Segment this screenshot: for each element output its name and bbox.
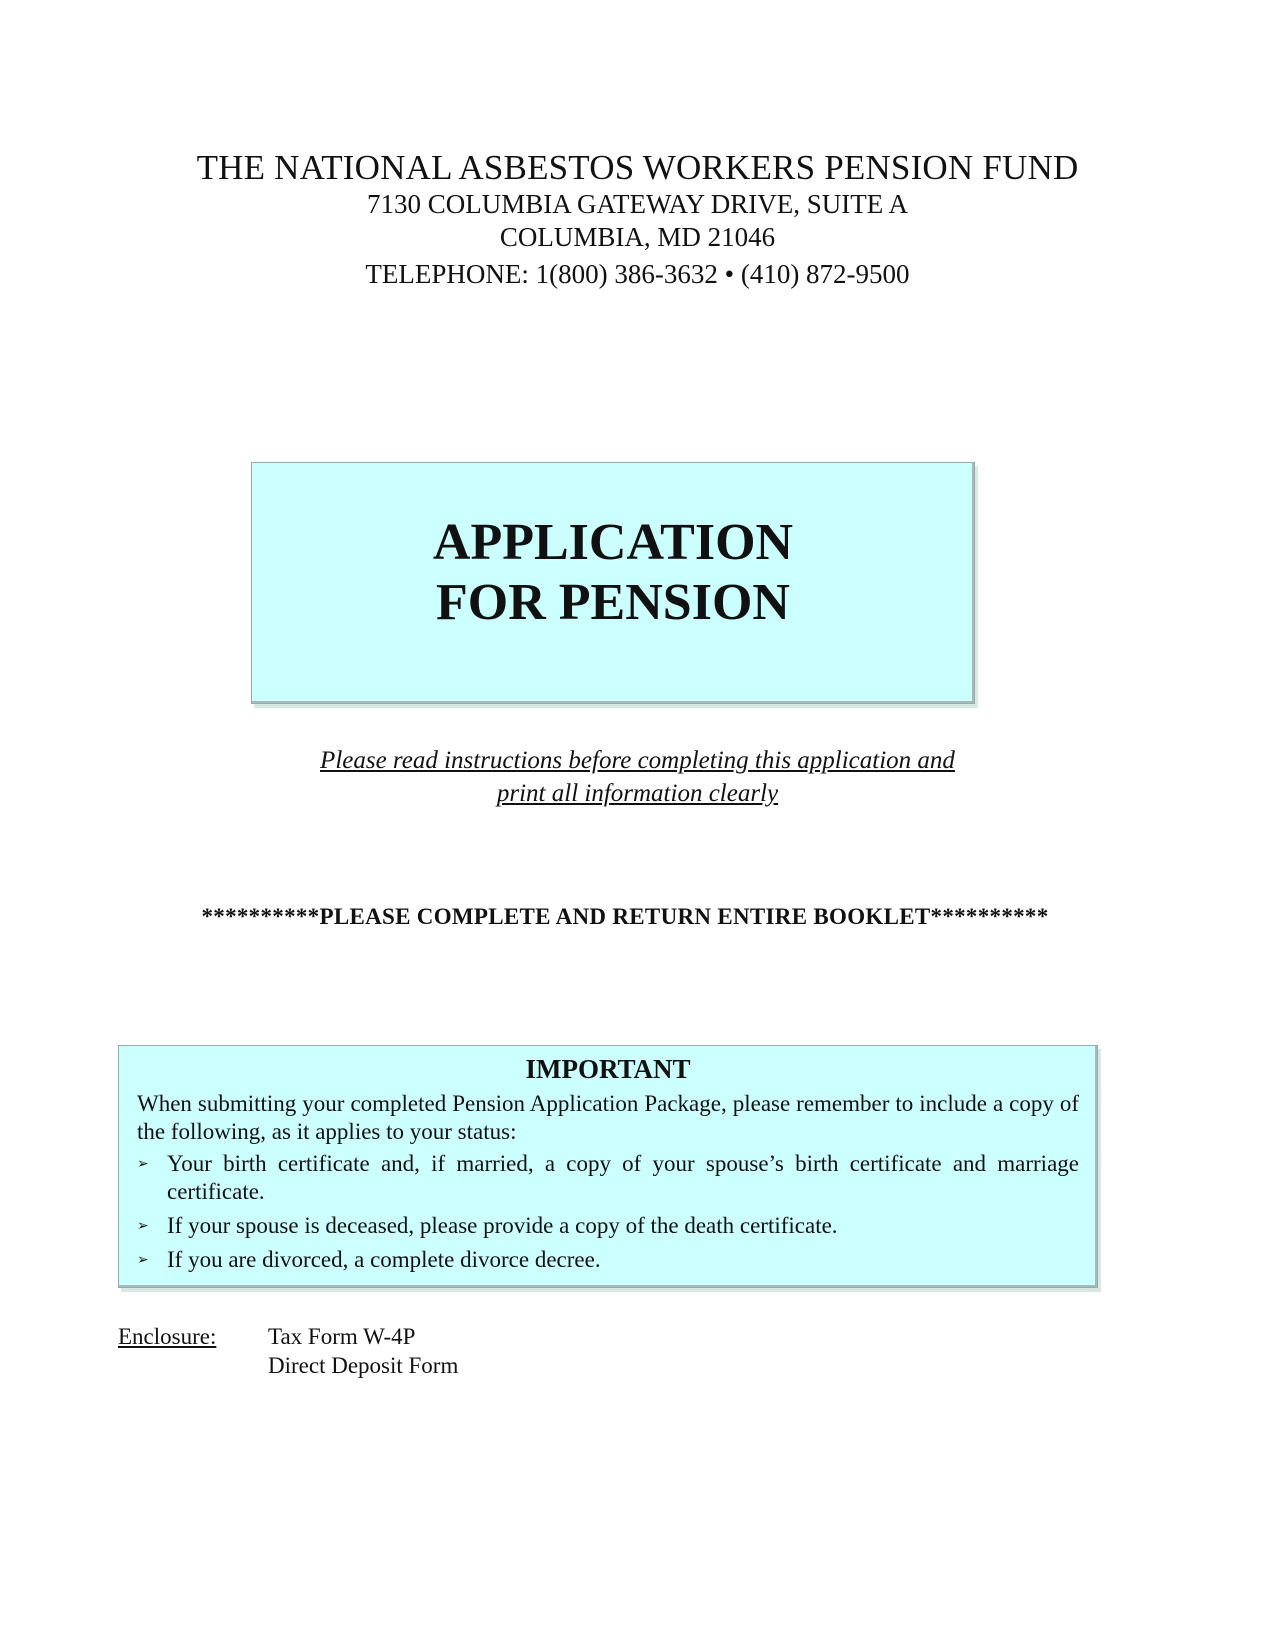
enclosure-label: Enclosure: (118, 1324, 217, 1349)
list-item-text: If your spouse is deceased, please provide a copy of the death certificate. (167, 1213, 838, 1238)
title-line-1: APPLICATION (432, 514, 794, 571)
document-title (252, 513, 974, 633)
booklet-notice: **********PLEASE COMPLETE AND RETURN ENTIRE BOOKLET********** (201, 904, 1049, 929)
important-intro: When submitting your completed Pension Application Package, please remember to include a copy of the following, as it applies to your status: (137, 1091, 1079, 1144)
list-item-text: Your birth certificate and, if married, a copy of your spouse’s birth certificate and marriage certificate. (167, 1151, 1079, 1204)
enclosure-item: Tax Form W-4P (268, 1324, 416, 1349)
instructions-line-1: Please read instructions before completing this application and (320, 747, 955, 774)
address-line-2: COLUMBIA, MD 21046 (499, 222, 776, 252)
list-item-text: If you are divorced, a complete divorce decree. (167, 1247, 601, 1272)
important-heading: IMPORTANT (525, 1054, 691, 1084)
arrow-bullet-icon: ➢ (137, 1253, 149, 1268)
instructions-line-2: print all information clearly (496, 780, 779, 807)
title-box (251, 462, 975, 704)
enclosure-item: Direct Deposit Form (268, 1353, 459, 1378)
telephone-line: TELEPHONE: 1(800) 386-3632 • (410) 872-9500 (365, 259, 910, 289)
enclosure-items (268, 1322, 458, 1380)
org-name: THE NATIONAL ASBESTOS WORKERS PENSION FUND (196, 148, 1079, 187)
address-line-1: 7130 COLUMBIA GATEWAY DRIVE, SUITE A (366, 189, 908, 219)
title-line-2: FOR PENSION (436, 574, 790, 631)
instructions-note (0, 744, 1275, 810)
letterhead (0, 148, 1275, 291)
important-box (118, 1045, 1098, 1288)
list-item (137, 1150, 1079, 1206)
important-list (137, 1150, 1079, 1274)
arrow-bullet-icon: ➢ (137, 1219, 149, 1234)
arrow-bullet-icon: ➢ (137, 1157, 149, 1172)
list-item (137, 1212, 1079, 1240)
list-item (137, 1246, 1079, 1274)
